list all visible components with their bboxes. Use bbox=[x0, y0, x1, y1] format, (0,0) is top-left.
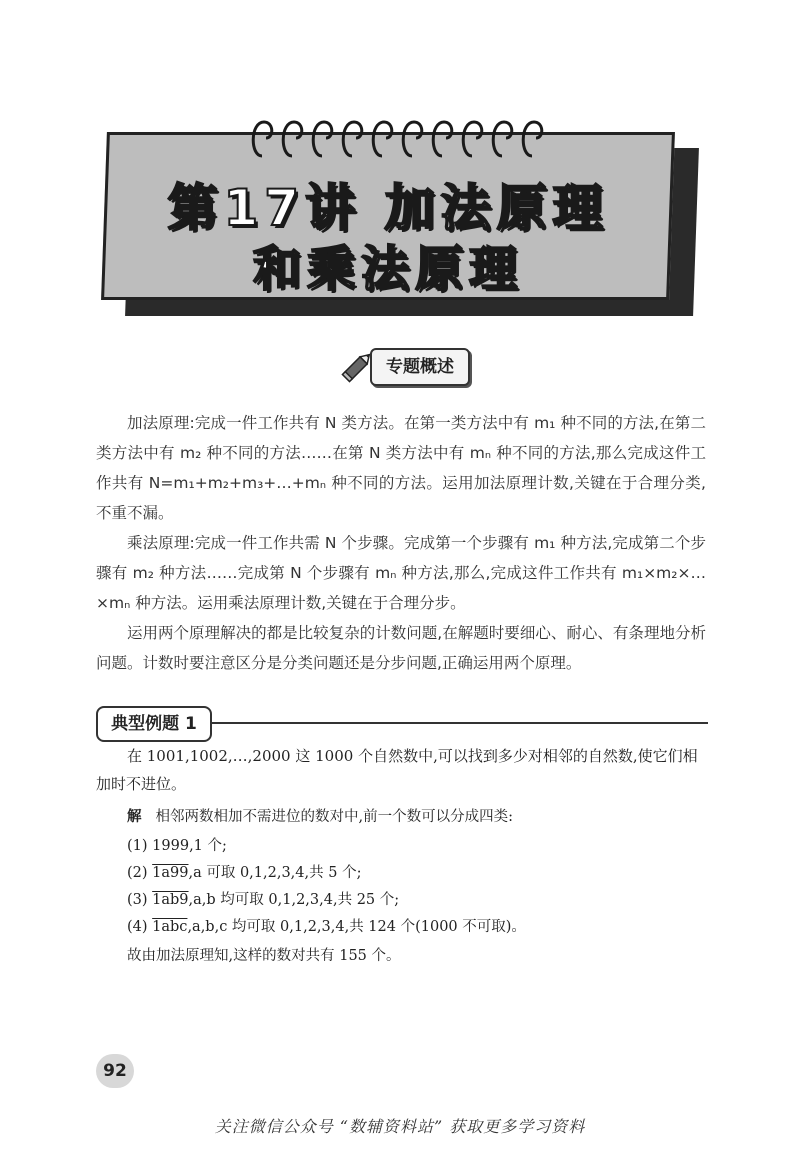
case-detail: ,a 可取 0,1,2,3,4,共 5 个; bbox=[188, 865, 362, 881]
solution-intro-line bbox=[127, 804, 513, 830]
case-detail: ,a,b,c 均可取 0,1,2,3,4,共 124 个(1000 不可取)。 bbox=[187, 919, 526, 935]
solution-case-2 bbox=[127, 860, 361, 886]
lecture-title-line-1: 第17讲 加法原理 bbox=[167, 179, 609, 237]
case-number: (2) bbox=[127, 865, 148, 881]
case-number: (4) bbox=[127, 919, 148, 935]
page-number: 92 bbox=[96, 1054, 134, 1088]
case-number: (3) bbox=[127, 892, 148, 908]
addition-principle-paragraph: 加法原理:完成一件工作共有 N 类方法。在第一类方法中有 m₁ 种不同的方法,在第二类方法中有 m₂ 种不同的方法……在第 N 类方法中有 mₙ 种不同的方法,那么完成这件工作共有 N=m₁+m₂+m₃+…+mₙ 种不同的方法。运用加法原理计数,关键在于合理分类,不重不漏。 bbox=[96, 414, 706, 522]
case-expression: 1a99 bbox=[152, 865, 189, 881]
solution-case-1 bbox=[127, 833, 227, 859]
case-detail: ,a,b 均可取 0,1,2,3,4,共 25 个; bbox=[188, 892, 400, 908]
case-expression: 1999 bbox=[152, 838, 190, 854]
example-header-rule bbox=[212, 722, 708, 724]
case-expression: 1abc bbox=[152, 919, 188, 935]
example-question: 在 1001,1002,…,2000 这 1000 个自然数中,可以找到多少对相邻的自然数,使它们相加时不进位。 bbox=[96, 747, 698, 793]
solution-case-4 bbox=[127, 914, 526, 940]
solution-conclusion: 故由加法原理知,这样的数对共有 155 个。 bbox=[127, 948, 401, 964]
solution-case-3 bbox=[127, 887, 399, 913]
topic-tag-label: 专题概述 bbox=[370, 348, 470, 386]
case-number: (1) bbox=[127, 838, 148, 854]
multiplication-principle-paragraph: 乘法原理:完成一件工作共需 N 个步骤。完成第一个步骤有 m₁ 种方法,完成第二个步骤有 m₂ 种方法……完成第 N 个步骤有 mₙ 种方法,那么,完成这件工作共有 m₁×m₂×…×mₙ 种方法。运用乘法原理计数,关键在于合理分步。 bbox=[96, 534, 706, 612]
lecture-title-line-2: 和乘法原理 bbox=[252, 241, 523, 297]
solution-intro: 相邻两数相加不需进位的数对中,前一个数可以分成四类: bbox=[155, 809, 513, 825]
solution-label: 解 bbox=[127, 808, 142, 825]
application-note-paragraph: 运用两个原理解决的都是比较复杂的计数问题,在解题时要细心、耐心、有条理地分析问题。计数时要注意区分是分类问题还是分步问题,正确运用两个原理。 bbox=[96, 624, 706, 672]
binder-rings-icon bbox=[248, 112, 548, 164]
case-detail: ,1 个; bbox=[189, 838, 227, 854]
footer-watermark: 关注微信公众号 “数辅资料站” 获取更多学习资料 bbox=[214, 1117, 586, 1136]
case-expression: 1ab9 bbox=[152, 892, 189, 908]
example-header: 典型例题 1 bbox=[96, 706, 212, 742]
